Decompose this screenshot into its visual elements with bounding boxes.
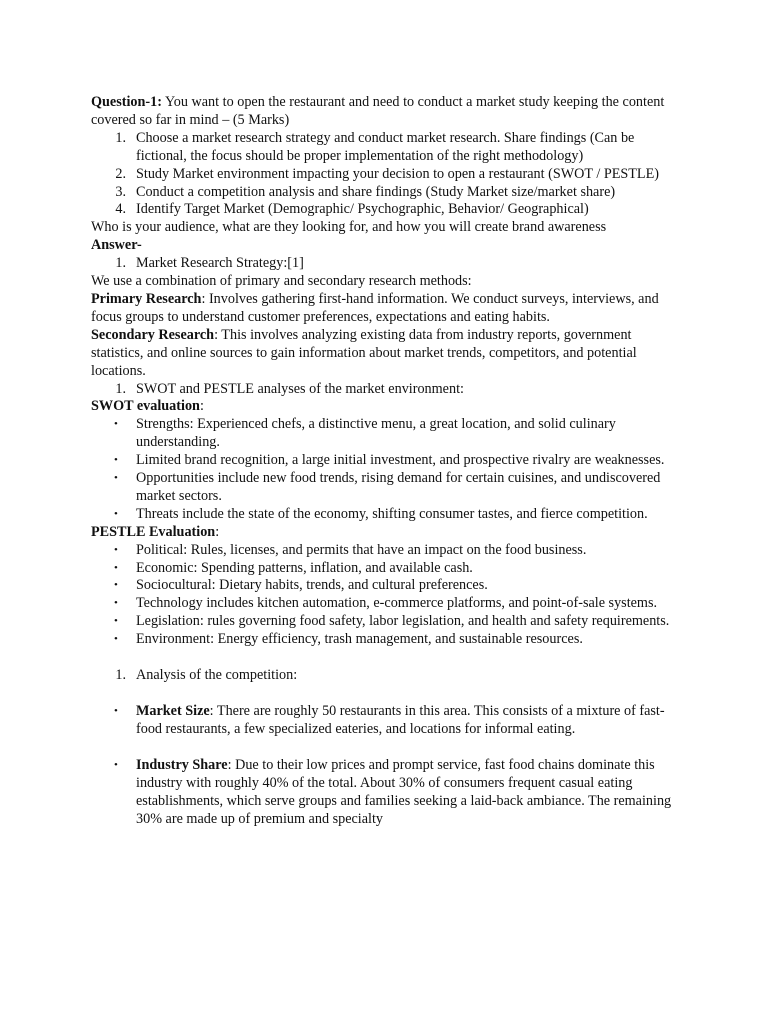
question-items-list xyxy=(91,130,681,220)
bullet-icon: • xyxy=(114,579,118,592)
list-item xyxy=(91,542,681,560)
bullet-icon: • xyxy=(114,472,118,485)
list-item-text: Environment: Energy efficiency, trash management, and sustainable resources. xyxy=(136,631,583,648)
bullet-icon: • xyxy=(114,597,118,610)
primary-research-text: : Involves gathering first-hand information. We conduct surveys, interviews, and focus groups to understand customer preferences, expectations and eating habits. xyxy=(91,290,659,325)
question-heading xyxy=(91,94,681,130)
list-item xyxy=(91,201,681,219)
spacer xyxy=(91,685,681,703)
pestle-colon: : xyxy=(215,523,220,540)
bullet-icon: • xyxy=(114,507,118,520)
list-item-text: Limited brand recognition, a large initial investment, and prospective rivalry are weaknesses. xyxy=(136,452,665,469)
research-intro: We use a combination of primary and secondary research methods: xyxy=(91,273,472,290)
audience-question: Who is your audience, what are they looking for, and how you will create brand awareness xyxy=(91,219,607,236)
list-item xyxy=(91,416,681,452)
primary-research-paragraph xyxy=(91,291,681,327)
bullet-icon: • xyxy=(114,418,118,431)
swot-pestle-list xyxy=(91,381,681,399)
bullet-icon: • xyxy=(114,633,118,646)
strategy-list xyxy=(91,255,681,273)
bullet-icon: • xyxy=(114,615,118,628)
market-size-label: Market Size xyxy=(136,703,210,719)
list-item-text: SWOT and PESTLE analyses of the market environment: xyxy=(136,380,464,397)
competition-list xyxy=(91,667,681,685)
answer-label: Answer- xyxy=(91,237,142,254)
list-item xyxy=(91,166,681,184)
industry-share-label: Industry Share xyxy=(136,756,228,773)
secondary-research-text: : This involves analyzing existing data from industry reports, government statistics, and online sources to gain information about market trends, competitors, and potential locations. xyxy=(91,326,637,379)
list-item xyxy=(91,757,681,829)
list-item xyxy=(91,130,681,166)
swot-heading xyxy=(91,398,681,416)
list-number: 1 . xyxy=(112,667,126,685)
list-item-text: Market Research Strategy:[1] xyxy=(136,255,304,272)
list-item-text: Choose a market research strategy and conduct market research. Share findings (Can be fictional, the focus should be proper implementation of the right methodology) xyxy=(136,129,635,164)
list-item-text: Strengths: Experienced chefs, a distinctive menu, a great location, and solid culinary understanding. xyxy=(136,416,616,451)
question-label: Question-1: xyxy=(91,94,162,110)
list-number: 3 . xyxy=(112,184,126,202)
secondary-research-paragraph xyxy=(91,327,681,381)
swot-label: SWOT evaluation xyxy=(91,398,200,415)
list-item xyxy=(91,470,681,506)
list-item-text: Opportunities include new food trends, rising demand for certain cuisines, and undiscovered market sectors. xyxy=(136,470,661,504)
industry-share-list xyxy=(91,757,681,829)
list-item xyxy=(91,613,681,631)
list-item-text: Sociocultural: Dietary habits, trends, and cultural preferences. xyxy=(136,577,488,594)
list-item-text: Identify Target Market (Demographic/ Psychographic, Behavior/ Geographical) xyxy=(136,201,589,218)
market-size-list xyxy=(91,703,681,739)
list-number: 1 . xyxy=(112,130,126,148)
list-item xyxy=(91,631,681,649)
swot-colon: : xyxy=(199,398,204,415)
list-item-text: Analysis of the competition: xyxy=(136,667,298,684)
spacer xyxy=(91,739,681,757)
pestle-bullet-list xyxy=(91,542,681,649)
list-item-text: Political: Rules, licenses, and permits that have an impact on the food business. xyxy=(136,541,587,558)
list-number: 4 . xyxy=(112,201,126,219)
question-text: You want to open the restaurant and need to conduct a market study keeping the content covered so far in mind – (5 Marks) xyxy=(91,94,665,128)
industry-share-text: : Due to their low prices and prompt service, fast food chains dominate this industry with roughly 40% of the total. About 30% of consumers frequent casual eating establishments, which serve groups and families seeking a laid-back ambiance. The remaining 30% are made up of premium and specialty xyxy=(136,756,672,827)
list-item-text: Conduct a competition analysis and share findings (Study Market size/market share) xyxy=(136,183,616,200)
bullet-icon: • xyxy=(114,543,118,556)
market-size-text: : There are roughly 50 restaurants in this area. This consists of a mixture of fast-food restaurants, a few specialized eateries, and locations for informal eating. xyxy=(136,703,665,737)
bullet-icon: • xyxy=(114,561,118,574)
list-item-text: Technology includes kitchen automation, e-commerce platforms, and point-of-sale systems. xyxy=(136,595,658,612)
bullet-icon: • xyxy=(114,705,118,717)
list-item xyxy=(91,452,681,470)
list-number: 1 . xyxy=(112,255,126,273)
list-item xyxy=(91,703,681,739)
list-number: 1 . xyxy=(112,381,126,399)
list-number: 2 . xyxy=(112,166,126,184)
spacer xyxy=(91,649,681,667)
pestle-heading xyxy=(91,524,681,542)
list-item xyxy=(91,255,681,273)
list-item-text: Study Market environment impacting your decision to open a restaurant (SWOT / PESTLE) xyxy=(136,165,659,182)
list-item xyxy=(91,577,681,595)
document-page xyxy=(91,94,681,828)
list-item xyxy=(91,184,681,202)
secondary-research-label: Secondary Research xyxy=(91,326,215,343)
list-item-text: Threats include the state of the economy, shifting consumer tastes, and fierce competition. xyxy=(136,505,648,522)
pestle-label: PESTLE Evaluation xyxy=(91,523,216,540)
list-item-text: Legislation: rules governing food safety, labor legislation, and health and safety requirements. xyxy=(136,613,670,630)
bullet-icon: • xyxy=(114,454,118,467)
swot-bullet-list xyxy=(91,416,681,523)
bullet-icon: • xyxy=(114,758,118,771)
list-item xyxy=(91,667,681,685)
list-item-text: Economic: Spending patterns, inflation, and available cash. xyxy=(136,559,473,576)
list-item xyxy=(91,595,681,613)
answer-heading xyxy=(91,237,681,255)
list-item xyxy=(91,506,681,524)
primary-research-label: Primary Research xyxy=(91,290,202,307)
list-item xyxy=(91,381,681,399)
list-item xyxy=(91,560,681,578)
